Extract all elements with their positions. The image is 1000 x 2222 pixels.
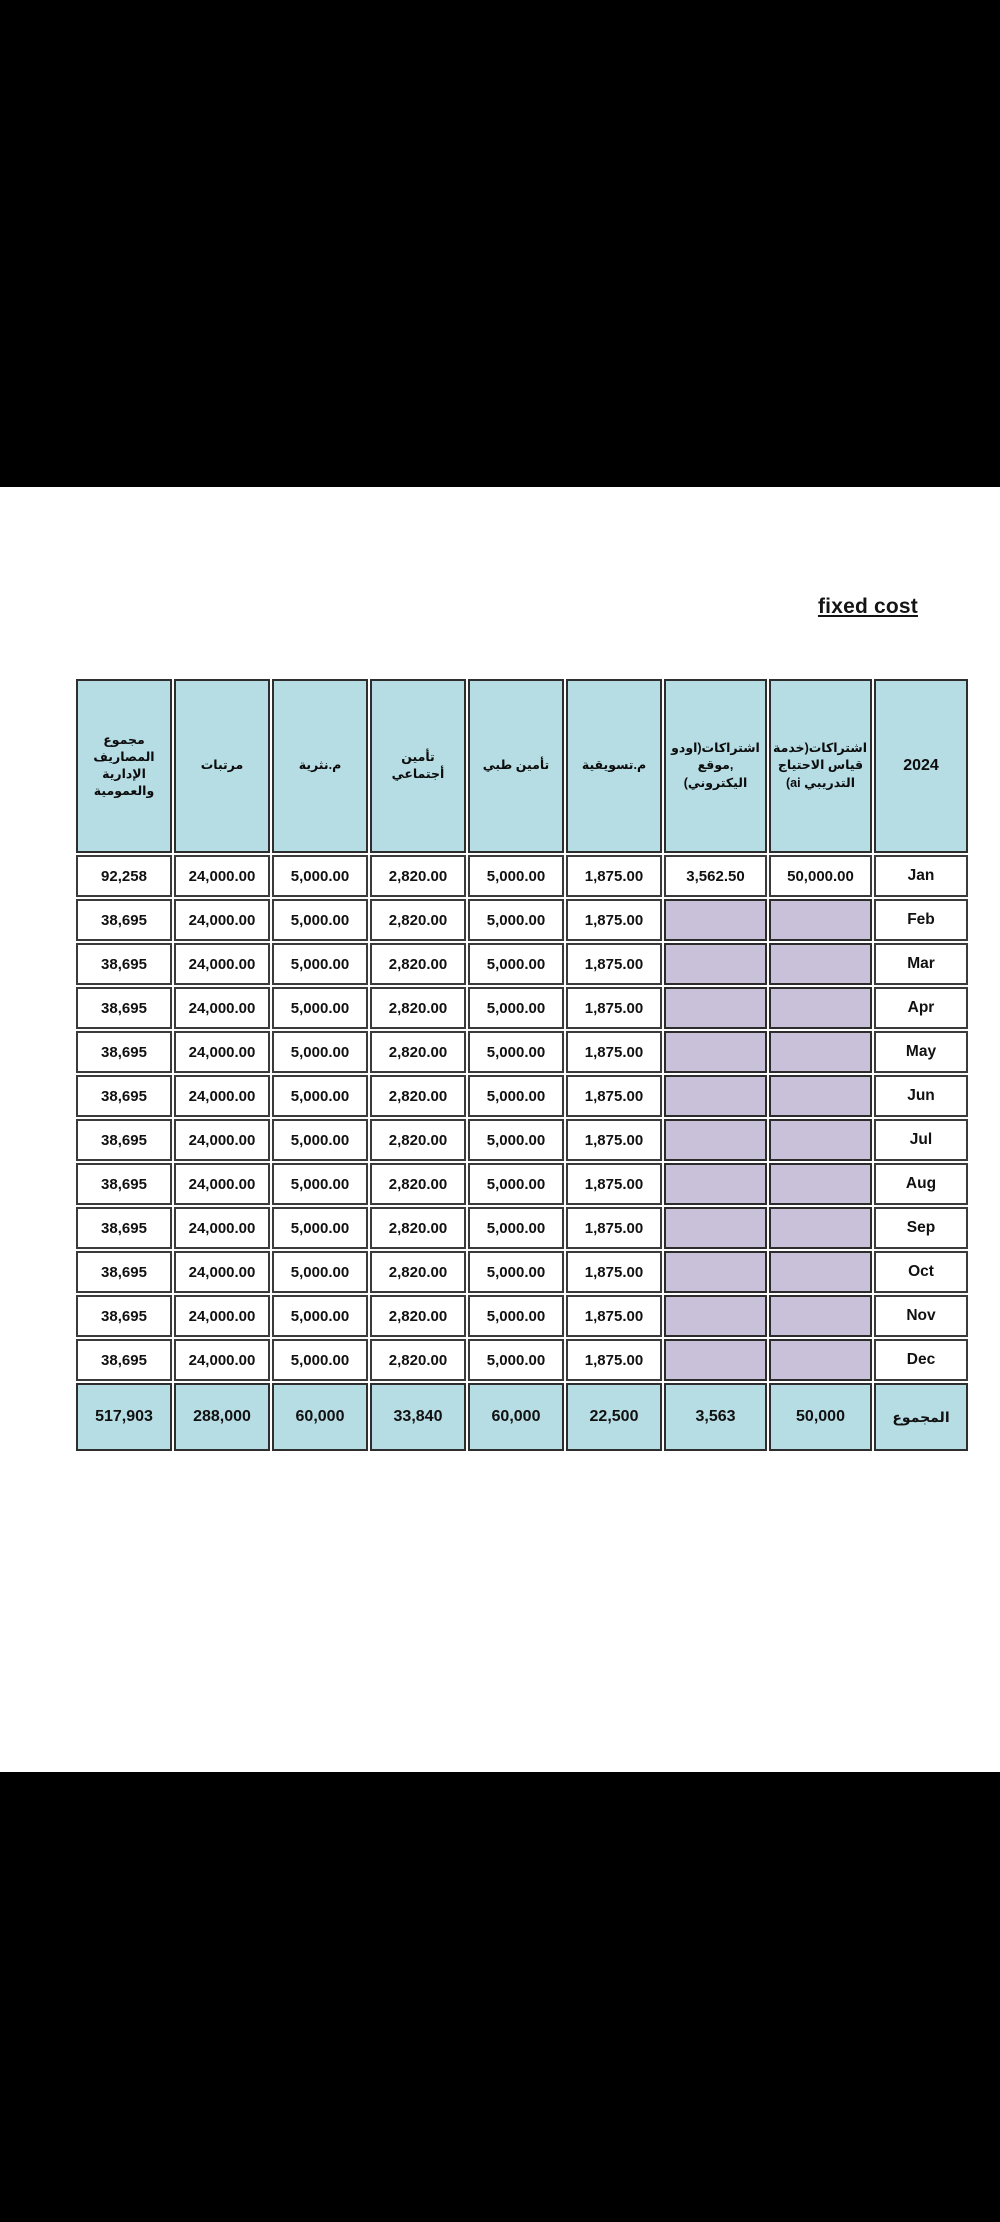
cell-misc-expenses: 5,000.00 [272,1339,368,1381]
column-header-medical-insurance: تأمين طبي [468,679,564,853]
cell-salaries: 24,000.00 [174,1119,270,1161]
cell-total-admin-expenses: 38,695 [76,1339,172,1381]
cell-social-insurance: 2,820.00 [370,899,466,941]
column-header-misc-expenses: م.نثرية [272,679,368,853]
cell-misc-expenses: 5,000.00 [272,1163,368,1205]
fixed-cost-table [74,677,970,1453]
cell-marketing-expenses: 1,875.00 [566,1075,662,1117]
cell-social-insurance: 2,820.00 [370,1119,466,1161]
table-row [76,943,968,985]
total-cell-subscriptions-odoo-website: 3,563 [664,1383,767,1451]
cell-misc-expenses: 5,000.00 [272,1207,368,1249]
cell-marketing-expenses: 1,875.00 [566,943,662,985]
cell-salaries: 24,000.00 [174,1295,270,1337]
cell-medical-insurance: 5,000.00 [468,1163,564,1205]
cell-total-admin-expenses: 38,695 [76,1031,172,1073]
total-cell-salaries: 288,000 [174,1383,270,1451]
cell-misc-expenses: 5,000.00 [272,1031,368,1073]
cell-misc-expenses: 5,000.00 [272,987,368,1029]
row-header-month: Mar [874,943,968,985]
cell-total-admin-expenses: 92,258 [76,855,172,897]
letterbox-bar-top [0,0,1000,487]
cell-subscriptions-training-needs-ai [769,943,872,985]
cell-medical-insurance: 5,000.00 [468,1119,564,1161]
cell-social-insurance: 2,820.00 [370,1031,466,1073]
cell-total-admin-expenses: 38,695 [76,1075,172,1117]
cell-marketing-expenses: 1,875.00 [566,1339,662,1381]
cell-subscriptions-odoo-website [664,1075,767,1117]
cell-total-admin-expenses: 38,695 [76,899,172,941]
cell-medical-insurance: 5,000.00 [468,1031,564,1073]
table-row [76,1163,968,1205]
cell-marketing-expenses: 1,875.00 [566,1295,662,1337]
cell-subscriptions-odoo-website [664,1207,767,1249]
cell-marketing-expenses: 1,875.00 [566,855,662,897]
cell-medical-insurance: 5,000.00 [468,943,564,985]
cell-subscriptions-training-needs-ai [769,1207,872,1249]
cell-subscriptions-odoo-website [664,1119,767,1161]
cell-total-admin-expenses: 38,695 [76,1251,172,1293]
totals-row-label: المجموع [874,1383,968,1451]
row-header-month: Nov [874,1295,968,1337]
cell-salaries: 24,000.00 [174,1031,270,1073]
cell-misc-expenses: 5,000.00 [272,943,368,985]
table-row [76,1339,968,1381]
cell-social-insurance: 2,820.00 [370,987,466,1029]
page-title: fixed cost [817,595,918,618]
cell-total-admin-expenses: 38,695 [76,987,172,1029]
cell-medical-insurance: 5,000.00 [468,1207,564,1249]
cell-subscriptions-training-needs-ai [769,1031,872,1073]
table-header [76,679,968,853]
cell-subscriptions-training-needs-ai [769,1251,872,1293]
total-cell-misc-expenses: 60,000 [272,1383,368,1451]
cell-subscriptions-training-needs-ai [769,1339,872,1381]
column-header-marketing-expenses: م.تسويقية [566,679,662,853]
cell-salaries: 24,000.00 [174,1207,270,1249]
cell-subscriptions-odoo-website: 3,562.50 [664,855,767,897]
row-header-month: Dec [874,1339,968,1381]
cell-social-insurance: 2,820.00 [370,943,466,985]
cell-medical-insurance: 5,000.00 [468,1075,564,1117]
column-header-subscriptions-training-needs-ai: اشتراكات(خدمة قياس الاحتياج التدريبي ai) [769,679,872,853]
cell-social-insurance: 2,820.00 [370,855,466,897]
cell-salaries: 24,000.00 [174,1251,270,1293]
table-row [76,899,968,941]
total-cell-subscriptions-training-needs-ai: 50,000 [769,1383,872,1451]
letterbox-bar-bottom [0,1772,1000,2222]
cell-subscriptions-odoo-website [664,987,767,1029]
table-row [76,855,968,897]
total-cell-marketing-expenses: 22,500 [566,1383,662,1451]
cell-marketing-expenses: 1,875.00 [566,1119,662,1161]
cell-marketing-expenses: 1,875.00 [566,899,662,941]
cell-salaries: 24,000.00 [174,987,270,1029]
cell-social-insurance: 2,820.00 [370,1251,466,1293]
table-body [76,855,968,1381]
cell-social-insurance: 2,820.00 [370,1207,466,1249]
table-row [76,1119,968,1161]
row-header-month: Sep [874,1207,968,1249]
cell-marketing-expenses: 1,875.00 [566,1251,662,1293]
table-row [76,1295,968,1337]
row-header-month: Jan [874,855,968,897]
row-header-month: Aug [874,1163,968,1205]
cell-salaries: 24,000.00 [174,1339,270,1381]
table-header-row [76,679,968,853]
row-header-month: Oct [874,1251,968,1293]
totals-row [76,1383,968,1451]
cell-salaries: 24,000.00 [174,1163,270,1205]
cell-medical-insurance: 5,000.00 [468,1251,564,1293]
cell-subscriptions-odoo-website [664,899,767,941]
cell-subscriptions-training-needs-ai [769,1163,872,1205]
cell-subscriptions-odoo-website [664,1163,767,1205]
cell-total-admin-expenses: 38,695 [76,1207,172,1249]
table-row [76,1031,968,1073]
column-header-social-insurance: تأمين أجتماعي [370,679,466,853]
row-header-month: Feb [874,899,968,941]
row-header-month: Jun [874,1075,968,1117]
cell-subscriptions-training-needs-ai [769,1119,872,1161]
fixed-cost-table-container [74,677,958,1453]
total-cell-social-insurance: 33,840 [370,1383,466,1451]
total-cell-total-admin-expenses: 517,903 [76,1383,172,1451]
row-header-month: May [874,1031,968,1073]
cell-misc-expenses: 5,000.00 [272,899,368,941]
cell-salaries: 24,000.00 [174,943,270,985]
cell-medical-insurance: 5,000.00 [468,899,564,941]
cell-subscriptions-odoo-website [664,1251,767,1293]
cell-salaries: 24,000.00 [174,899,270,941]
cell-total-admin-expenses: 38,695 [76,1295,172,1337]
cell-medical-insurance: 5,000.00 [468,855,564,897]
cell-misc-expenses: 5,000.00 [272,855,368,897]
cell-total-admin-expenses: 38,695 [76,1163,172,1205]
row-header-month: Jul [874,1119,968,1161]
cell-misc-expenses: 5,000.00 [272,1119,368,1161]
total-cell-medical-insurance: 60,000 [468,1383,564,1451]
cell-subscriptions-training-needs-ai [769,1075,872,1117]
cell-social-insurance: 2,820.00 [370,1339,466,1381]
cell-misc-expenses: 5,000.00 [272,1075,368,1117]
cell-subscriptions-odoo-website [664,1295,767,1337]
cell-subscriptions-training-needs-ai: 50,000.00 [769,855,872,897]
table-row [76,1075,968,1117]
table-row [76,1251,968,1293]
document-page [0,487,1000,1772]
cell-misc-expenses: 5,000.00 [272,1295,368,1337]
table-footer [76,1383,968,1451]
cell-social-insurance: 2,820.00 [370,1163,466,1205]
cell-subscriptions-training-needs-ai [769,1295,872,1337]
column-header-total-admin-expenses: مجموع المصاريف الإدارية والعمومية [76,679,172,853]
cell-subscriptions-odoo-website [664,1031,767,1073]
cell-medical-insurance: 5,000.00 [468,1339,564,1381]
row-header-month: Apr [874,987,968,1029]
cell-social-insurance: 2,820.00 [370,1075,466,1117]
cell-salaries: 24,000.00 [174,1075,270,1117]
cell-total-admin-expenses: 38,695 [76,1119,172,1161]
cell-social-insurance: 2,820.00 [370,1295,466,1337]
column-header-subscriptions-odoo-website: اشتراكات(اودو ,موقع اليكتروني) [664,679,767,853]
cell-marketing-expenses: 1,875.00 [566,1163,662,1205]
column-header-year: 2024 [874,679,968,853]
table-row [76,1207,968,1249]
cell-subscriptions-odoo-website [664,943,767,985]
column-header-salaries: مرتبات [174,679,270,853]
cell-subscriptions-training-needs-ai [769,987,872,1029]
cell-medical-insurance: 5,000.00 [468,1295,564,1337]
cell-subscriptions-odoo-website [664,1339,767,1381]
cell-marketing-expenses: 1,875.00 [566,1031,662,1073]
cell-total-admin-expenses: 38,695 [76,943,172,985]
cell-salaries: 24,000.00 [174,855,270,897]
cell-subscriptions-training-needs-ai [769,899,872,941]
table-row [76,987,968,1029]
cell-marketing-expenses: 1,875.00 [566,987,662,1029]
cell-misc-expenses: 5,000.00 [272,1251,368,1293]
cell-marketing-expenses: 1,875.00 [566,1207,662,1249]
cell-medical-insurance: 5,000.00 [468,987,564,1029]
